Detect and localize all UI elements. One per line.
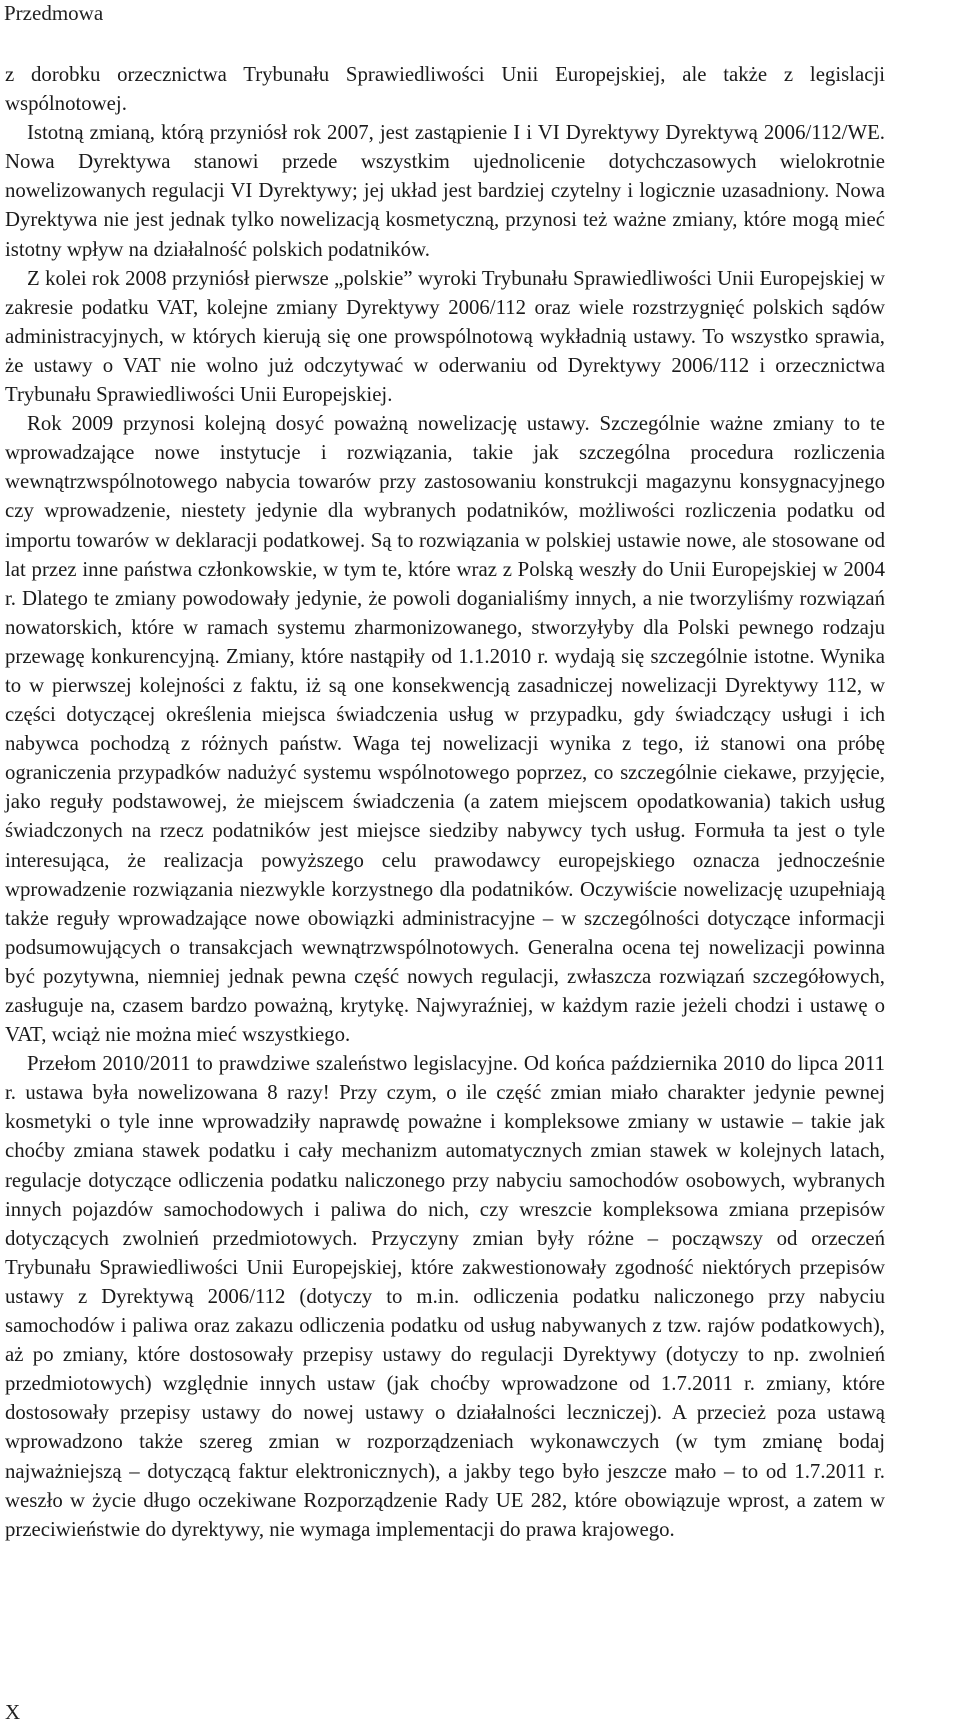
paragraph: Przełom 2010/2011 to prawdziwe szaleństwo legislacyjne. Od końca października 2010 do lipca 2011 r. ustawa była nowelizowana 8 razy! Przy czym, o ile część zmian miało charakter jedynie pewnej kosmetyki o tyle inne wprowadziły naprawdę poważne i kompleksowe zmiany w ustawie – takie jak choćby zmiana stawek podatku i cały mechanizm automatycznych zmian stawek w kolejnych latach, regulacje dotyczące odliczenia podatku naliczonego przy nabyciu samochodów osobowych, wybranych innych pojazdów samochodowych i paliwa do nich, czy wreszcie kompleksowa zmiana przepisów dotyczących zwolnień przedmiotowych. Przyczyny zmian były różne – począwszy od orzeczeń Trybunału Sprawiedliwości Unii Europejskiej, które zakwestionowały zgodność niektórych przepisów ustawy z Dyrektywą 2006/112 (dotyczy to m.in. odliczenia podatku naliczonego przy nabyciu samochodów i paliwa oraz zakazu odliczenia podatku od usług nabywanych z tzw. rajów podatkowych), aż po zmiany, które dostosowały przepisy ustawy do regulacji Dyrektywy (dotyczy to np. zwolnień przedmiotowych) względnie innych ustaw (jak choćby wprowadzone od 1.7.2011 r. zmiany, które dostosowały przepisy ustawy do nowej ustawy o działalności leczniczej). A przecież poza ustawą wprowadzono także szereg zmian w rozporządzeniach wykonawczych (w tym zmianę bodaj najważniejszą – dotyczącą faktur elektronicznych), a jakby tego było jeszcze mało – to od 1.7.2011 r. weszło w życie długo oczekiwane Rozporządzenie Rady UE 282, które obowiązuje wprost, a zatem w przeciwieństwie do dyrektywy, nie wymaga implementacji do prawa krajowego. [5, 1052, 885, 1541]
paragraph-continuation: z dorobku orzecznictwa Trybunału Sprawiedliwości Unii Europejskiej, ale także z legislacji wspólnotowej. [5, 63, 885, 116]
paragraph: Rok 2009 przynosi kolejną dosyć poważną nowelizację ustawy. Szczególnie ważne zmiany to te wprowadzające nowe instytucje i rozwiązania, takie jak szczególna procedura rozliczenia wewnątrzwspólnotowego nabycia towarów przy zastosowaniu konstrukcji magazynu konsygnacyjnego czy wprowadzenie, niestety jedynie dla wybranych podatników, możliwości rozliczenia podatku od importu towarów w deklaracji podatkowej. Są to rozwiązania w polskiej ustawie nowe, ale stosowane od lat przez inne państwa członkowskie, w tym te, które wraz z Polską weszły do Unii Europejskiej w 2004 r. Dlatego te zmiany powodowały jedynie, że powoli doganialiśmy innych, a nie tworzyliśmy rozwiązań nowatorskich, które w ramach systemu zharmonizowanego, stworzyłyby dla Polski pewnego rodzaju przewagę konkurencyjną. Zmiany, które nastąpiły od 1.1.2010 r. wydają się szczególnie istotne. Wynika to w pierwszej kolejności z faktu, iż są one konsekwencją zasadniczej nowelizacji Dyrektywy 112, w części dotyczącej określenia miejsca świadczenia usług w przypadku, gdy świadczący usługi i ich nabywca pochodzą z różnych państw. Waga tej nowelizacji wynika z tego, iż stanowi ona próbę ograniczenia przypadków nadużyć systemu wspólnotowego poprzez, co szczególnie ciekawe, przyjęcie, jako reguły podstawowej, że miejscem świadczenia (a zatem miejscem opodatkowania) takich usług świadczonych na rzecz podatników jest miejsce siedziby nabywcy tych usług. Formuła ta jest o tyle interesująca, że realizacja powyższego celu prawodawcy europejskiego oznacza jednocześnie wprowadzenie rozwiązania niezwykle korzystnego dla podatników. Oczywiście nowelizację uzupełniają także reguły wprowadzające nowe obowiązki administracyjne – w szczególności dotyczące informacji podsumowujących o transakcjach wewnątrzwspólnotowych. Generalna ocena tej nowelizacji powinna być pozytywna, niemniej jednak pewna część nowych regulacji, zwłaszcza rozwiązań szczegółowych, zasługuje na, czasem bardzo poważną, krytykę. Najwyraźniej, w każdym razie jeżeli chodzi i ustawę o VAT, wciąż nie można mieć wszystkiego. [5, 412, 885, 1047]
page-number: X [5, 1700, 21, 1724]
running-header: Przedmowa [4, 1, 104, 25]
body-text [5, 60, 885, 1544]
paragraph: Z kolei rok 2008 przyniósł pierwsze „polskie” wyroki Trybunału Sprawiedliwości Unii Europejskiej w zakresie podatku VAT, kolejne zmiany Dyrektywy 2006/112 oraz wiele rozstrzygnięć polskich sądów administracyjnych, w których kierują się one prowspólnotową wykładnią ustawy. To wszystko sprawia, że ustawy o VAT nie wolno już odczytywać w oderwaniu od Dyrektywy 2006/112 i orzecznictwa Trybunału Sprawiedliwości Unii Europejskiej. [5, 266, 885, 407]
paragraph: Istotną zmianą, którą przyniósł rok 2007, jest zastąpienie I i VI Dyrektywy Dyrektywą 2006/112/WE. Nowa Dyrektywa stanowi przede wszystkim ujednolicenie dotychczasowych wielokrotnie nowelizowanych regulacji VI Dyrektywy; jej układ jest bardziej czytelny i logicznie uzasadniony. Nowa Dyrektywa nie jest jednak tylko nowelizacją kosmetyczną, przynosi też ważne zmiany, które mogą mieć istotny wpływ na działalność polskich podatników. [5, 121, 885, 261]
